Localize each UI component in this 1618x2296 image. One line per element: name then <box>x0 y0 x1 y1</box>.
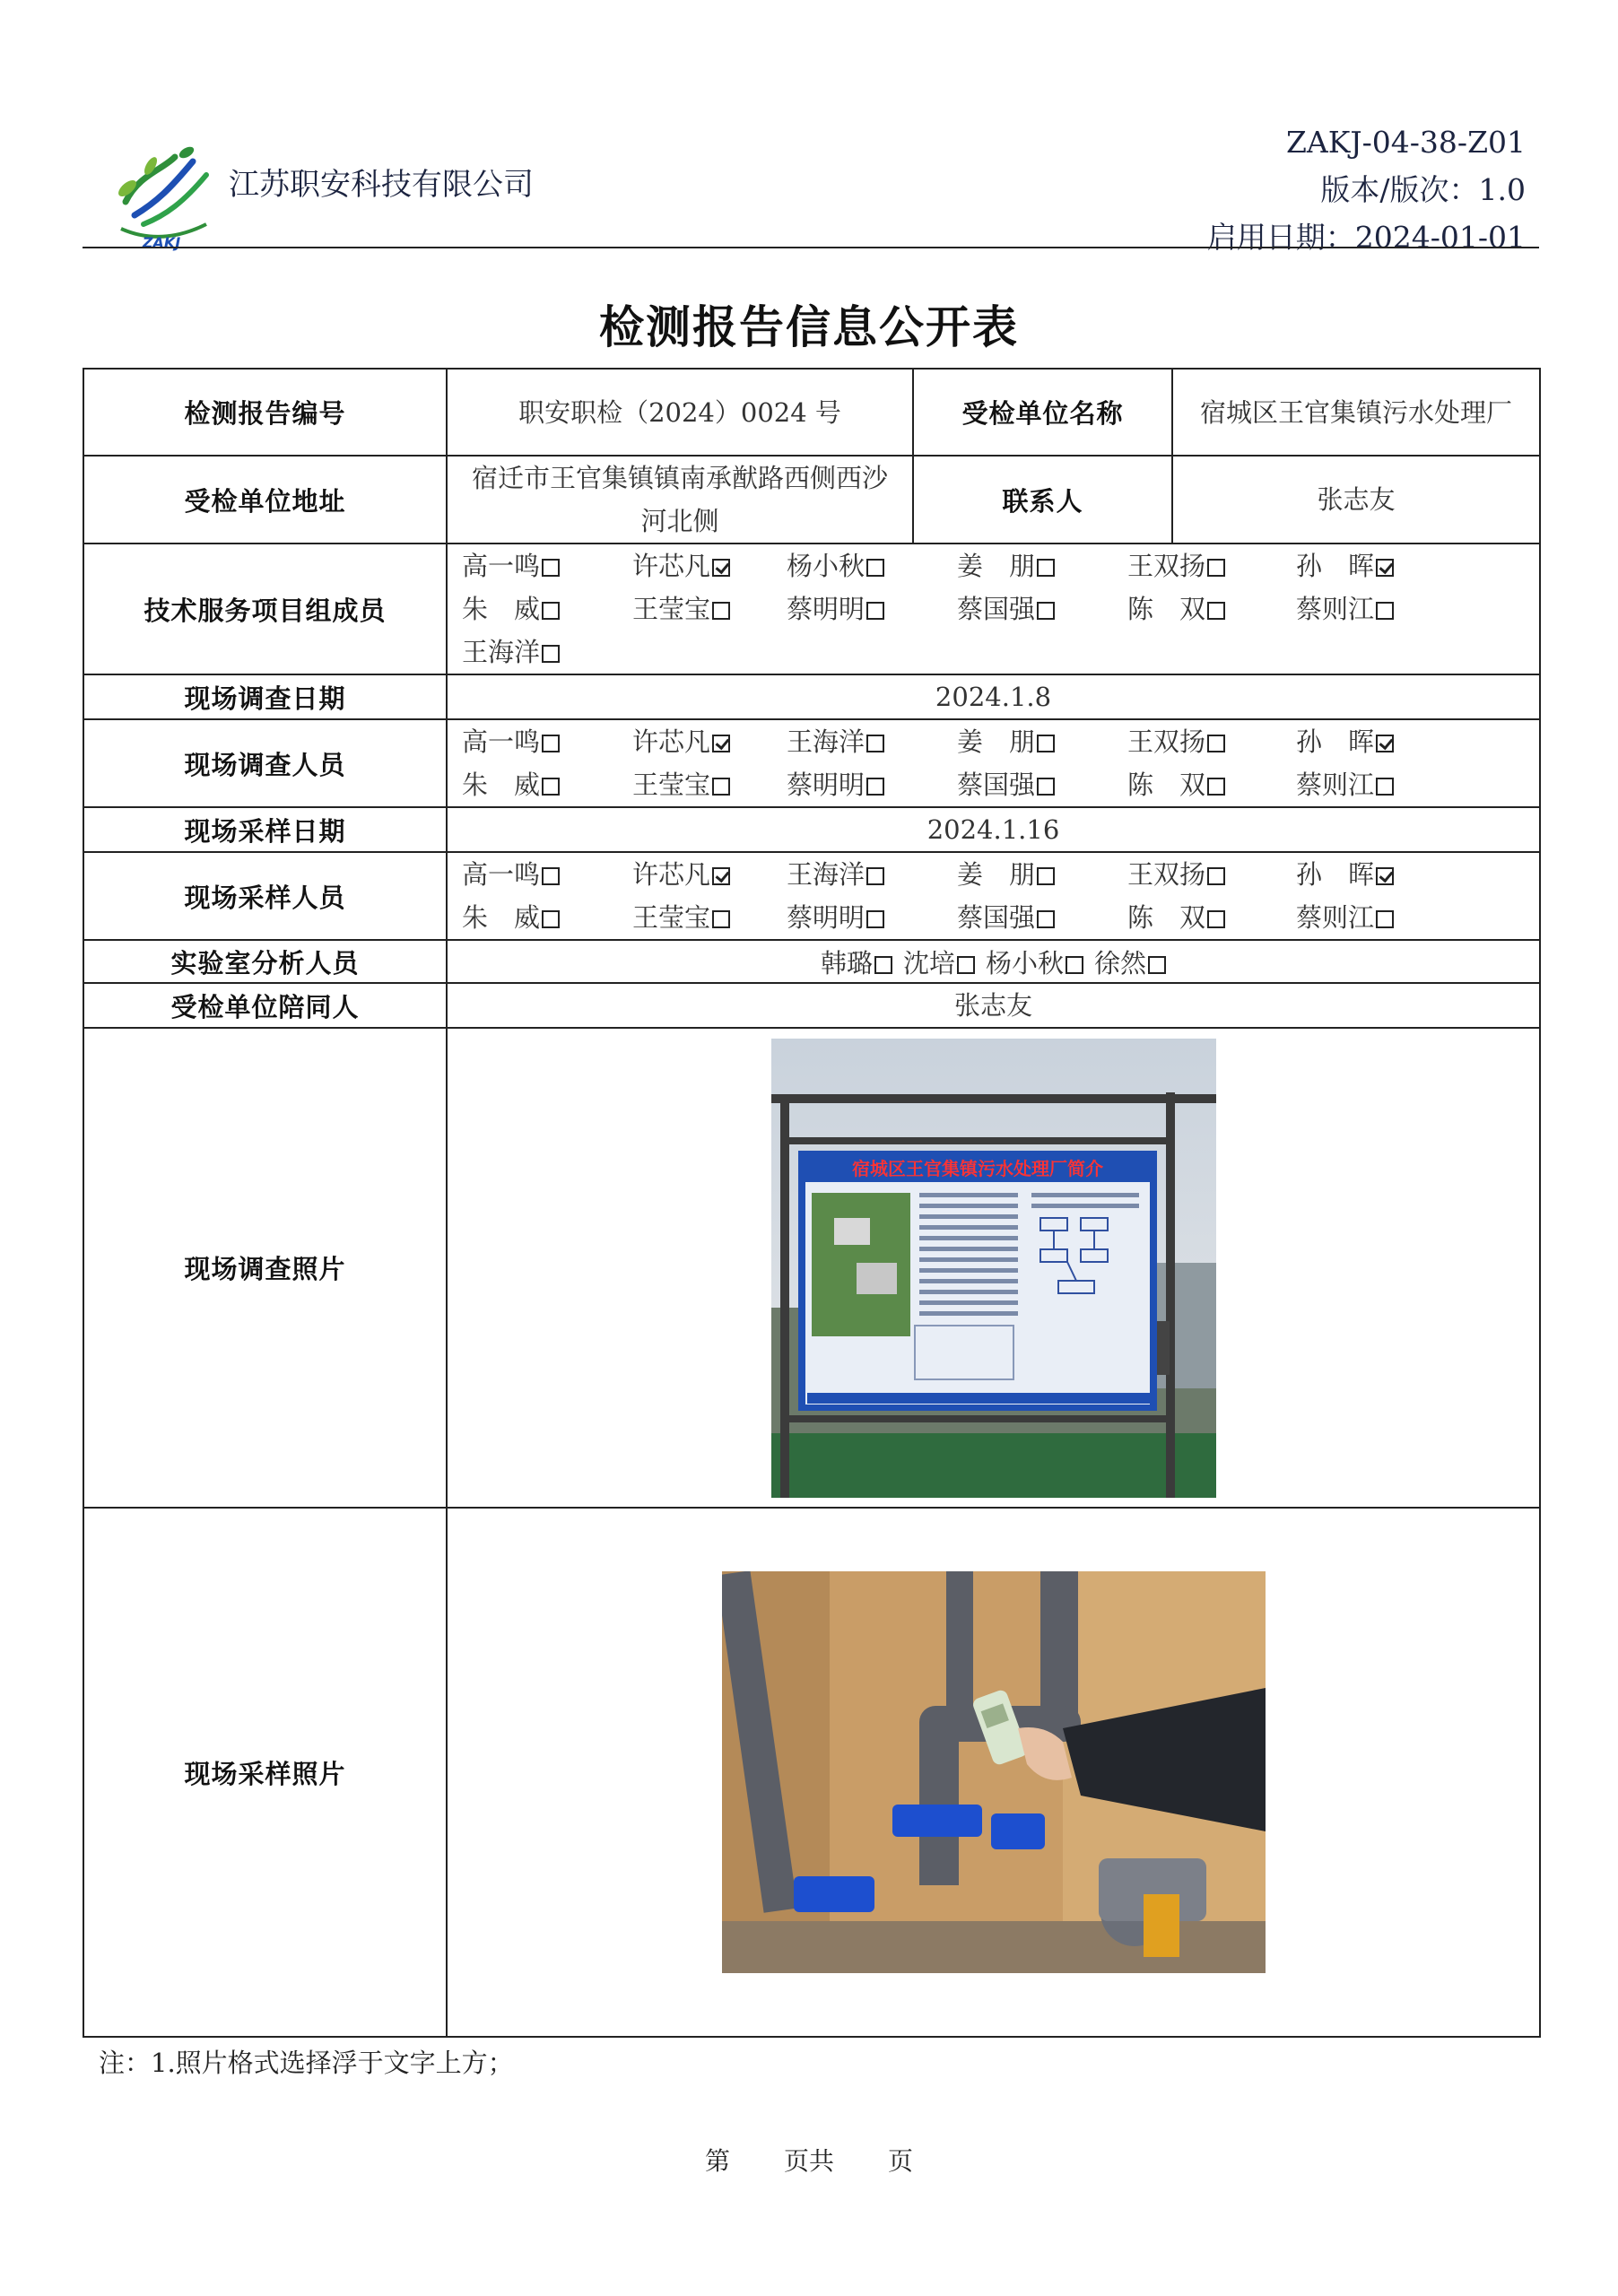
member-entry <box>462 544 632 587</box>
footer-end: 页 <box>888 2146 914 2176</box>
table-row <box>83 940 1540 983</box>
page-footer <box>0 2142 1618 2178</box>
member-name: 蔡明明 <box>787 770 866 800</box>
company-logo <box>108 139 215 251</box>
checkbox-unchecked[interactable] <box>1066 956 1083 974</box>
checkbox-unchecked[interactable] <box>542 778 560 796</box>
checkbox-unchecked[interactable] <box>542 910 560 928</box>
sampling-photo-cell <box>447 1508 1540 2037</box>
table-row <box>83 807 1540 852</box>
member-name: 陈 双 <box>1127 594 1206 624</box>
member-name: 蔡明明 <box>787 902 866 933</box>
member-entry <box>632 587 787 631</box>
member-name: 王双扬 <box>1127 726 1206 757</box>
checkbox-unchecked[interactable] <box>874 956 892 974</box>
member-entry <box>903 948 975 978</box>
member-name: 王双扬 <box>1127 551 1206 581</box>
member-entry <box>632 896 787 939</box>
member-name: 蔡国强 <box>957 770 1036 800</box>
member-entry <box>1296 544 1431 587</box>
checkbox-checked[interactable] <box>1376 735 1394 752</box>
page-title: 检测报告信息公开表 <box>599 300 1019 353</box>
checkbox-unchecked[interactable] <box>1037 778 1055 796</box>
member-name: 徐然 <box>1094 947 1147 978</box>
member-name: 孙 晖 <box>1296 726 1375 757</box>
member-entry <box>1127 544 1296 587</box>
table-row <box>83 852 1540 940</box>
member-entry <box>787 763 957 806</box>
member-name: 朱 威 <box>462 902 541 933</box>
survey-staff-members <box>447 719 1540 807</box>
sampling-date-label: 现场采样日期 <box>83 807 447 852</box>
member-name: 陈 双 <box>1127 902 1206 933</box>
checkbox-unchecked[interactable] <box>1376 778 1394 796</box>
checkbox-unchecked[interactable] <box>866 910 884 928</box>
member-name: 孙 晖 <box>1296 551 1375 581</box>
member-entry <box>1296 853 1431 896</box>
member-entry <box>462 853 632 896</box>
header-divider <box>83 247 1539 248</box>
checkbox-unchecked[interactable] <box>1376 910 1394 928</box>
checkbox-unchecked[interactable] <box>1207 602 1225 620</box>
member-entry <box>462 631 632 674</box>
escort-value: 张志友 <box>447 983 1540 1028</box>
checkbox-unchecked[interactable] <box>1037 602 1055 620</box>
member-entry <box>957 544 1127 587</box>
checkbox-checked[interactable] <box>1376 559 1394 577</box>
member-name: 蔡明明 <box>787 594 866 624</box>
member-name: 陈 双 <box>1127 770 1206 800</box>
member-entry <box>632 720 787 763</box>
checkbox-unchecked[interactable] <box>542 735 560 752</box>
company-name: 江苏职安科技有限公司 <box>229 167 534 203</box>
footer-page: 第 <box>704 2146 730 2176</box>
checkbox-unchecked[interactable] <box>866 778 884 796</box>
member-entry <box>462 587 632 631</box>
member-entry <box>1296 720 1431 763</box>
svg-text:ZAKJ: ZAKJ <box>142 234 181 251</box>
checkbox-checked[interactable] <box>712 735 730 752</box>
member-entry <box>957 720 1127 763</box>
checkbox-unchecked[interactable] <box>1207 735 1225 752</box>
member-entry <box>957 587 1127 631</box>
member-entry <box>787 544 957 587</box>
member-entry <box>462 763 632 806</box>
checkbox-unchecked[interactable] <box>712 602 730 620</box>
report-info-table <box>83 368 1541 2038</box>
table-row <box>83 983 1540 1028</box>
member-entry <box>957 896 1127 939</box>
checkbox-checked[interactable] <box>712 867 730 885</box>
member-name: 姜 朋 <box>957 859 1036 890</box>
member-name: 韩璐 <box>820 947 873 978</box>
member-entry <box>957 763 1127 806</box>
lab-staff-label: 实验室分析人员 <box>83 940 447 983</box>
member-entry <box>957 853 1127 896</box>
lab-staff-members <box>447 940 1540 983</box>
checkbox-unchecked[interactable] <box>866 559 884 577</box>
member-name: 王海洋 <box>787 859 866 890</box>
checkbox-unchecked[interactable] <box>1207 778 1225 796</box>
member-entry <box>986 948 1083 978</box>
table-row <box>83 674 1540 719</box>
survey-photo <box>771 1039 1216 1498</box>
member-entry <box>1296 587 1431 631</box>
member-name: 孙 晖 <box>1296 859 1375 890</box>
member-name: 高一鸣 <box>462 726 541 757</box>
checkbox-unchecked[interactable] <box>866 602 884 620</box>
checkbox-unchecked[interactable] <box>542 645 560 663</box>
member-name: 王莹宝 <box>632 594 711 624</box>
member-name: 王莹宝 <box>632 770 711 800</box>
member-entry <box>1094 948 1166 978</box>
member-name: 蔡国强 <box>957 902 1036 933</box>
member-name: 蔡则江 <box>1296 594 1375 624</box>
contact-value: 张志友 <box>1172 456 1540 544</box>
checkbox-checked[interactable] <box>712 559 730 577</box>
sampling-staff-label: 现场采样人员 <box>83 852 447 940</box>
checkbox-checked[interactable] <box>1376 867 1394 885</box>
member-entry <box>462 720 632 763</box>
checkbox-unchecked[interactable] <box>1037 910 1055 928</box>
table-row <box>83 544 1540 674</box>
checkbox-unchecked[interactable] <box>866 735 884 752</box>
survey-staff-label: 现场调查人员 <box>83 719 447 807</box>
report-no-value: 职安职检（2024）0024 号 <box>447 369 913 456</box>
checkbox-unchecked[interactable] <box>1037 735 1055 752</box>
table-row <box>83 456 1540 544</box>
unit-name-value: 宿城区王官集镇污水处理厂 <box>1172 369 1540 456</box>
member-name: 蔡则江 <box>1296 902 1375 933</box>
report-no-label: 检测报告编号 <box>83 369 447 456</box>
checkbox-unchecked[interactable] <box>957 956 975 974</box>
escort-label: 受检单位陪同人 <box>83 983 447 1028</box>
sampling-staff-members <box>447 852 1540 940</box>
member-entry <box>1296 763 1431 806</box>
lab-staff-list <box>448 944 1539 980</box>
member-name: 杨小秋 <box>986 947 1065 978</box>
table-row <box>83 369 1540 456</box>
document-meta <box>1207 118 1526 261</box>
table-row <box>83 719 1540 807</box>
sampling-staff-grid <box>448 853 1539 939</box>
checkbox-unchecked[interactable] <box>1207 559 1225 577</box>
member-name: 姜 朋 <box>957 726 1036 757</box>
checkbox-unchecked[interactable] <box>1207 910 1225 928</box>
effective-date: 启用日期：2024-01-01 <box>1206 220 1526 255</box>
checkbox-unchecked[interactable] <box>542 867 560 885</box>
member-entry <box>632 763 787 806</box>
footer-of: 页共 <box>783 2146 834 2176</box>
document-version: 版本/版次：1.0 <box>1320 172 1526 207</box>
survey-staff-grid <box>448 720 1539 806</box>
table-row <box>83 1028 1540 1508</box>
member-name: 王海洋 <box>462 637 541 667</box>
team-member-grid <box>448 544 1539 674</box>
unit-name-label: 受检单位名称 <box>913 369 1172 456</box>
member-entry <box>462 896 632 939</box>
member-name: 蔡则江 <box>1296 770 1375 800</box>
member-name: 许芯凡 <box>632 726 711 757</box>
survey-date-value: 2024.1.8 <box>447 674 1540 719</box>
team-members <box>447 544 1540 674</box>
member-name: 沈培 <box>902 947 955 978</box>
survey-photo-cell <box>447 1028 1540 1508</box>
member-name: 姜 朋 <box>957 551 1036 581</box>
checkbox-unchecked[interactable] <box>1376 602 1394 620</box>
checkbox-unchecked[interactable] <box>866 867 884 885</box>
member-entry <box>1127 896 1296 939</box>
checkbox-unchecked[interactable] <box>1037 867 1055 885</box>
member-entry <box>787 896 957 939</box>
checkbox-unchecked[interactable] <box>1148 956 1166 974</box>
member-entry <box>1127 587 1296 631</box>
checkbox-unchecked[interactable] <box>712 778 730 796</box>
document-code: ZAKJ-04-38-Z01 <box>1286 125 1526 160</box>
member-name: 高一鸣 <box>462 551 541 581</box>
member-entry <box>632 853 787 896</box>
checkbox-unchecked[interactable] <box>1037 559 1055 577</box>
member-entry <box>632 544 787 587</box>
member-name: 朱 威 <box>462 770 541 800</box>
survey-date-label: 现场调查日期 <box>83 674 447 719</box>
member-name: 王双扬 <box>1127 859 1206 890</box>
address-value: 宿迁市王官集镇镇南承猷路西侧西沙河北侧 <box>447 456 913 544</box>
member-name: 王海洋 <box>787 726 866 757</box>
member-name: 王莹宝 <box>632 902 711 933</box>
sampling-photo <box>722 1571 1266 1973</box>
sampling-date-value: 2024.1.16 <box>447 807 1540 852</box>
member-name: 蔡国强 <box>957 594 1036 624</box>
contact-label: 联系人 <box>913 456 1172 544</box>
note-text: 注：1.照片格式选择浮于文字上方； <box>99 2048 514 2078</box>
member-entry <box>1127 720 1296 763</box>
checkbox-unchecked[interactable] <box>542 559 560 577</box>
member-entry <box>787 853 957 896</box>
member-name: 朱 威 <box>462 594 541 624</box>
sampling-photo-label: 现场采样照片 <box>83 1508 447 2037</box>
checkbox-unchecked[interactable] <box>542 602 560 620</box>
member-entry <box>1127 853 1296 896</box>
member-entry <box>787 587 957 631</box>
survey-photo-label: 现场调查照片 <box>83 1028 447 1508</box>
member-name: 高一鸣 <box>462 859 541 890</box>
member-entry <box>1127 763 1296 806</box>
member-name: 许芯凡 <box>632 551 711 581</box>
team-label: 技术服务项目组成员 <box>83 544 447 674</box>
member-name: 许芯凡 <box>632 859 711 890</box>
member-entry <box>787 720 957 763</box>
checkbox-unchecked[interactable] <box>712 910 730 928</box>
checkbox-unchecked[interactable] <box>1207 867 1225 885</box>
member-entry <box>1296 896 1431 939</box>
member-entry <box>821 948 892 978</box>
member-name: 杨小秋 <box>787 551 866 581</box>
sign-title: 宿城区王官集镇污水处理厂简介 <box>851 1157 1103 1179</box>
address-label: 受检单位地址 <box>83 456 447 544</box>
table-row <box>83 1508 1540 2037</box>
